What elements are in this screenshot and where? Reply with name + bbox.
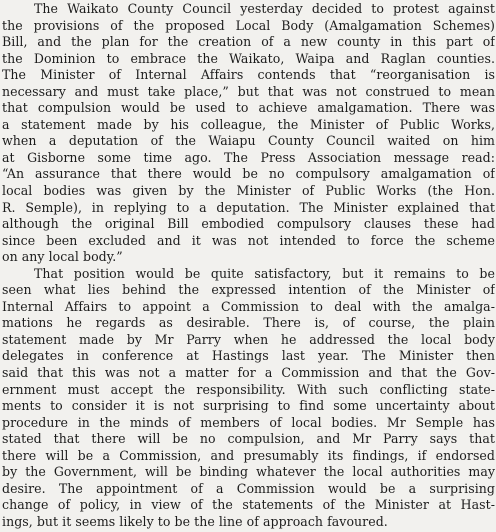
text-line: the provisions of the proposed Local Body (Amalgamation Schemes) [2, 17, 495, 33]
text-line: seen what lies behind the expressed intention of the Minister of [2, 282, 495, 298]
text-line: although the original Bill embodied compulsory clauses these had [2, 216, 495, 232]
text-line: a statement made by his colleague, the Minister of Public Works, [2, 116, 495, 132]
text-line: delegates in conference at Hastings last year. The Minister then [2, 348, 495, 364]
text-line: “An assurance that there would be no compulsory amalgamation of [2, 166, 495, 182]
text-line: necessary and must take place,” but that was not construed to mean [2, 83, 495, 99]
text-line: on any local body.” [2, 249, 123, 265]
text-line: Bill, and the plan for the creation of a new county in this part of [2, 34, 495, 50]
article-body [2, 1, 495, 531]
text-line: mations he regards as desirable. There is, of course, the plain [2, 315, 495, 331]
text-line: stated that there will be no compulsion, and Mr Parry says that [2, 431, 495, 447]
text-line: when a deputation of the Waiapu County Council waited on him [2, 133, 495, 149]
text-line: since been excluded and it was not intended to force the scheme [2, 232, 495, 248]
text-line: change of policy, in view of the statements of the Minister at Hast- [2, 497, 495, 513]
text-line: ernment must accept the responsibility. With such conflicting state- [2, 381, 495, 397]
text-line: the Dominion to embrace the Waikato, Waipa and Raglan counties. [2, 50, 495, 66]
text-line: by the Government, will be binding whatever the local authorities may [2, 464, 495, 480]
text-line: The Waikato County Council yesterday decided to protest against [34, 1, 495, 16]
text-line: R. Semple), in replying to a deputation. The Minister explained that [2, 199, 495, 215]
text-line: local bodies was given by the Minister of Public Works (the Hon. [2, 183, 495, 199]
text-line: That position would be quite satisfactory, but it remains to be [34, 265, 495, 281]
paragraph-1 [2, 1, 495, 266]
text-line: said that this was not a matter for a Commission and that the Gov- [2, 365, 495, 381]
text-line: that compulsion would be used to achieve amalgamation. There was [2, 100, 495, 116]
text-line: at Gisborne some time ago. The Press Association message read: [2, 149, 495, 165]
text-line: desire. The appointment of a Commission would be a surprising [2, 480, 495, 496]
paragraph-2 [2, 266, 495, 531]
text-line: The Minister of Internal Affairs contends that “reorganisation is [2, 67, 495, 83]
text-line: Internal Affairs to appoint a Commission to deal with the amalga- [2, 298, 495, 314]
text-line: statement made by Mr Parry when he addressed the local body [2, 331, 495, 347]
text-line: there will be a Commission, and presumably its findings, if endorsed [2, 447, 495, 463]
text-line: procedure in the minds of members of local bodies. Mr Semple has [2, 414, 495, 430]
text-line: ments to consider it is not surprising to find some uncertainty about [2, 398, 495, 414]
text-line: ings, but it seems likely to be the line of approach favoured. [2, 513, 388, 529]
